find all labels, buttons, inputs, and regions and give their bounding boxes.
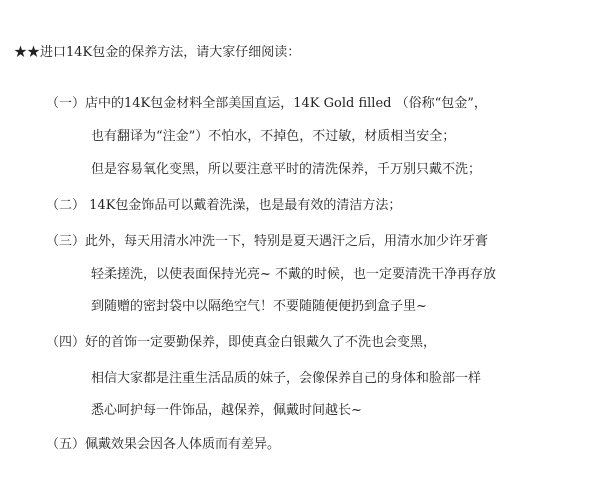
section-3-number: （三） — [46, 234, 86, 249]
section-4-text-2: 相信大家都是注重生活品质的妹子，会像保养自己的身体和脸部一样 — [91, 371, 482, 386]
section-3-line-2 — [91, 267, 496, 283]
section-1-line-3 — [91, 162, 481, 178]
section-3-text-2: 轻柔搓洗，以使表面保持光亮~ 不戴的时候，也一定要清洗干净再存放 — [91, 267, 497, 282]
section-1-number: （一） — [46, 96, 86, 111]
section-1-line-2 — [91, 129, 455, 145]
section-5-number: （五） — [46, 437, 86, 452]
section-1-text-1: 店中的14K包金材料全部美国直运，14K Gold filled （俗称“包金”， — [85, 96, 487, 111]
section-3-text-1: 此外，每天用清水冲洗一下，特别是夏天遇汗之后，用清水加少许牙膏 — [85, 234, 489, 249]
page-title — [14, 41, 300, 60]
section-2-number: （二） — [46, 198, 86, 213]
section-4-number: （四） — [46, 335, 86, 350]
section-1-line-1 — [46, 96, 487, 112]
star-icon: ★★ — [14, 45, 41, 60]
section-3-line-1 — [46, 234, 488, 250]
section-1-text-3: 但是容易氧化变黑，所以要注意平时的清洗保养，千万别只戴不洗； — [91, 162, 482, 177]
section-4-text-3: 悉心呵护每一件饰品，越保养，佩戴时间越长~ — [91, 403, 362, 418]
section-4-line-3 — [91, 403, 362, 419]
section-2-line-1 — [46, 198, 401, 214]
title-text: 进口14K包金的保养方法，请大家仔细阅读： — [40, 45, 301, 60]
section-4-line-2 — [91, 371, 481, 387]
section-4-text-1: 好的首饰一定要勤保养，即使真金白银戴久了不洗也会变黑， — [85, 335, 437, 350]
section-1-text-2: 也有翻译为“注金”）不怕水，不掉色，不过敏，材质相当安全； — [91, 129, 456, 144]
section-5-text-1: 佩戴效果会因各人体质而有差异。 — [85, 437, 281, 452]
section-4-line-1 — [46, 335, 436, 351]
section-3-line-3 — [91, 299, 427, 315]
section-5-line-1 — [46, 437, 280, 453]
section-3-text-3: 到随赠的密封袋中以隔绝空气！不要随随便便扔到盒子里~ — [91, 299, 427, 314]
section-2-text-1: 14K包金饰品可以戴着洗澡，也是最有效的清洁方法； — [85, 198, 402, 213]
